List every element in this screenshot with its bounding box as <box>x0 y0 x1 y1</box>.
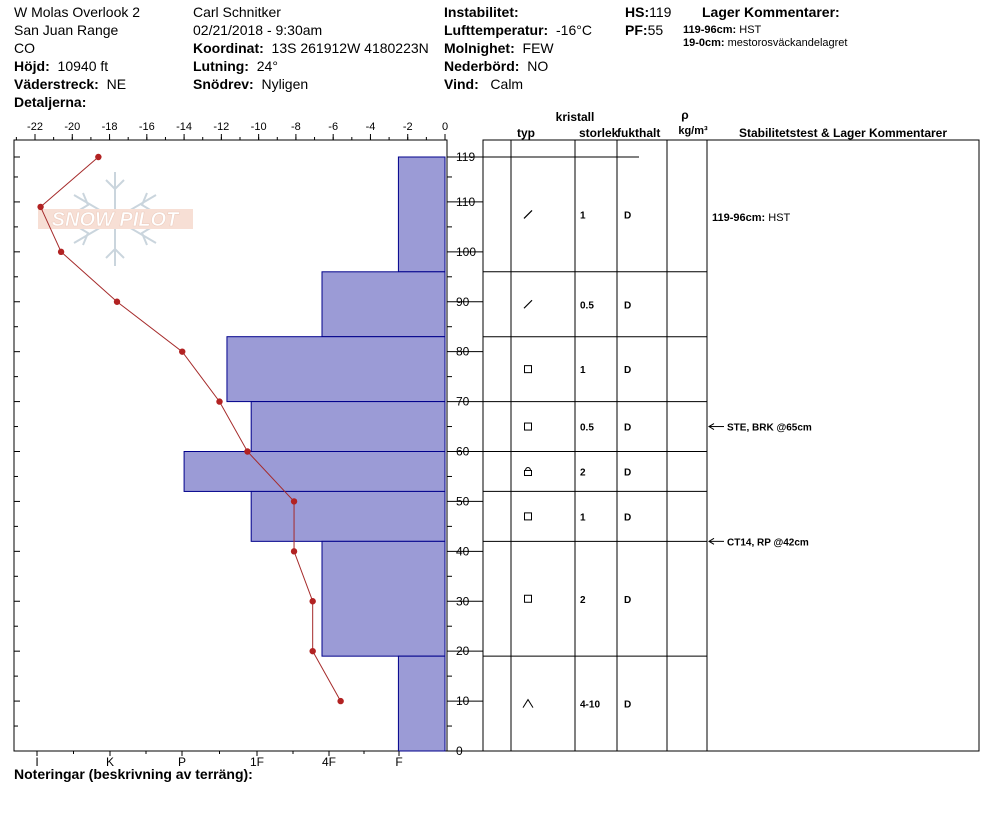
moisture-value: D <box>624 210 632 222</box>
faceted-crystal-icon <box>525 366 532 373</box>
hs-label: HS: <box>625 4 650 20</box>
observation-datetime: 02/21/2018 - 9:30am <box>193 22 323 38</box>
header-crystal: kristall <box>555 110 595 124</box>
hardness-bar <box>322 541 445 656</box>
moisture-value: D <box>624 422 632 434</box>
pf-value: 55 <box>647 22 664 38</box>
temp-tick-label: 0 <box>441 121 449 133</box>
depth-tick-label: 10 <box>456 694 470 709</box>
grain-size: 2 <box>580 594 586 606</box>
rounding-facet-icon <box>525 470 532 475</box>
temperature-point <box>337 698 343 704</box>
hardness-tick-label: P <box>177 755 187 769</box>
hardness-bar <box>251 491 445 541</box>
moisture-value: D <box>624 512 632 524</box>
temp-tick-label: -2 <box>402 121 413 133</box>
temperature-point <box>216 398 222 404</box>
table-frame <box>483 140 979 751</box>
layer-comment-range: 119-96cm: <box>683 24 737 36</box>
hardness-bar <box>227 337 445 402</box>
stability-notes <box>709 212 812 548</box>
depth-tick-label: 90 <box>456 294 470 309</box>
faceted-crystal-icon <box>525 423 532 430</box>
depth-tick-label: 100 <box>456 244 477 259</box>
precip-particle-icon <box>524 210 532 218</box>
layer-comment-text: mestorosväckandelagret <box>727 37 848 49</box>
header-density-unit: kg/m³ <box>678 125 708 137</box>
wind-drift-label: Snödrev: <box>193 76 254 92</box>
wind-value: Calm <box>490 76 524 92</box>
depth-tick-label: 70 <box>456 394 470 409</box>
temperature-point <box>114 299 120 305</box>
wind-drift-value: Nyligen <box>261 76 309 92</box>
hardness-bar <box>184 452 445 492</box>
elevation-value: 10940 ft <box>57 58 109 74</box>
pf-label: PF: <box>625 22 648 38</box>
notes-label: Noteringar (beskrivning av terräng): <box>14 766 253 782</box>
aspect-value: NE <box>106 76 127 92</box>
depth-tick-label: 80 <box>456 344 470 359</box>
layer-rows <box>483 210 707 710</box>
grain-size: 1 <box>580 210 586 222</box>
header-moisture: fukthalt <box>617 126 661 140</box>
elevation-label: Höjd: <box>14 58 50 74</box>
temperature-point <box>244 448 250 454</box>
depth-tick-label: 40 <box>456 544 470 559</box>
watermark-text: SNOW PILOT <box>51 209 179 231</box>
precip-value: NO <box>527 58 549 74</box>
stability-test-label: CT14, RP @42cm <box>727 537 809 549</box>
precip-particle-icon <box>524 300 532 308</box>
instability-label: Instabilitet: <box>444 4 519 20</box>
details-label: Detaljerna: <box>14 94 87 110</box>
hardness-bar <box>322 272 445 337</box>
depth-tick-label: 60 <box>456 444 470 459</box>
coord-label: Koordinat: <box>193 40 264 56</box>
hardness-tick-label: I <box>35 755 39 769</box>
hardness-bars <box>184 157 445 751</box>
temp-tick-label: -6 <box>328 121 339 133</box>
wind-label: Vind: <box>444 76 479 92</box>
observer-name: Carl Schnitker <box>193 4 281 20</box>
depth-tick-label: 119 <box>456 150 476 164</box>
aspect-label: Väderstreck: <box>14 76 99 92</box>
faceted-crystal-icon <box>525 513 532 520</box>
coord-value: 13S 261912W 4180223N <box>271 40 429 56</box>
temp-tick-label: -12 <box>213 121 230 133</box>
layer-comments-title-text: Lager Kommentarer: <box>702 4 840 20</box>
layer-note <box>712 212 791 224</box>
temperature-point <box>291 548 297 554</box>
hardness-tick-label: 1F <box>249 755 265 769</box>
temperature-point <box>309 598 315 604</box>
stability-test-label: STE, BRK @65cm <box>727 422 812 434</box>
precip-label: Nederbörd: <box>444 58 520 74</box>
faceted-crystal-icon <box>525 595 532 602</box>
hardness-bar <box>398 157 445 272</box>
layer-table <box>483 108 979 751</box>
hs-value: 119 <box>649 4 672 20</box>
header-size: storlek <box>579 126 619 140</box>
grain-size: 1 <box>580 365 586 377</box>
hardness-bar <box>398 656 445 751</box>
depth-tick-label: 50 <box>456 494 470 509</box>
grain-size: 1 <box>580 512 586 524</box>
temp-tick-label: -20 <box>64 121 81 133</box>
moisture-value: D <box>624 467 632 479</box>
temp-tick-label: -8 <box>291 121 301 133</box>
depth-tick-label: 110 <box>456 194 476 209</box>
layer-comment-text: HST <box>739 24 762 36</box>
slope-value: 24° <box>256 58 278 74</box>
moisture-value: D <box>624 594 632 606</box>
moisture-value: D <box>624 365 632 377</box>
depth-hoar-icon <box>523 700 533 708</box>
header-type: typ <box>517 126 535 140</box>
grain-size: 0.5 <box>580 300 594 312</box>
temperature-point <box>179 348 185 354</box>
temperature-point <box>291 498 297 504</box>
temperature-point <box>309 648 315 654</box>
grain-size: 0.5 <box>580 422 594 434</box>
moisture-value: D <box>624 300 632 312</box>
layer-note-range: 119-96cm: <box>712 211 769 224</box>
air-temp-value: -16°C <box>556 22 592 38</box>
temp-tick-label: -18 <box>101 121 118 133</box>
slope-label: Lutning: <box>193 58 249 74</box>
hardness-tick-label: K <box>105 755 115 769</box>
sky-value: FEW <box>522 40 554 56</box>
temp-tick-label: -22 <box>27 121 43 133</box>
header-stability: Stabilitetstest & Lager Kommentarer <box>738 126 948 140</box>
hardness-tick-label: 4F <box>321 755 337 769</box>
depth-tick-label: 30 <box>456 594 470 609</box>
mountain-range: San Juan Range <box>14 22 119 38</box>
state: CO <box>14 40 35 56</box>
temp-tick-label: -16 <box>138 121 155 133</box>
temperature-point <box>58 249 64 255</box>
header-density-symbol: ρ <box>681 108 689 122</box>
location-name: W Molas Overlook 2 <box>14 4 141 20</box>
temp-tick-label: -4 <box>365 121 376 133</box>
temp-tick-label: -14 <box>176 121 193 133</box>
sky-label: Molnighet: <box>444 40 515 56</box>
air-temp-label: Lufttemperatur: <box>444 22 549 38</box>
grain-size: 2 <box>580 467 586 479</box>
hardness-tick-label: F <box>395 755 403 769</box>
temp-tick-label: -10 <box>250 121 267 133</box>
temperature-axis <box>14 121 448 140</box>
grain-size: 4-10 <box>580 699 601 711</box>
layer-comment-range: 19-0cm: <box>683 37 725 49</box>
hardness-bar <box>251 402 445 452</box>
temperature-point <box>95 154 101 160</box>
depth-tick-label: 0 <box>456 744 463 758</box>
moisture-value: D <box>624 699 632 711</box>
depth-tick-label: 20 <box>456 644 470 659</box>
layer-note-text: HST <box>768 211 791 224</box>
temperature-point <box>37 204 43 210</box>
